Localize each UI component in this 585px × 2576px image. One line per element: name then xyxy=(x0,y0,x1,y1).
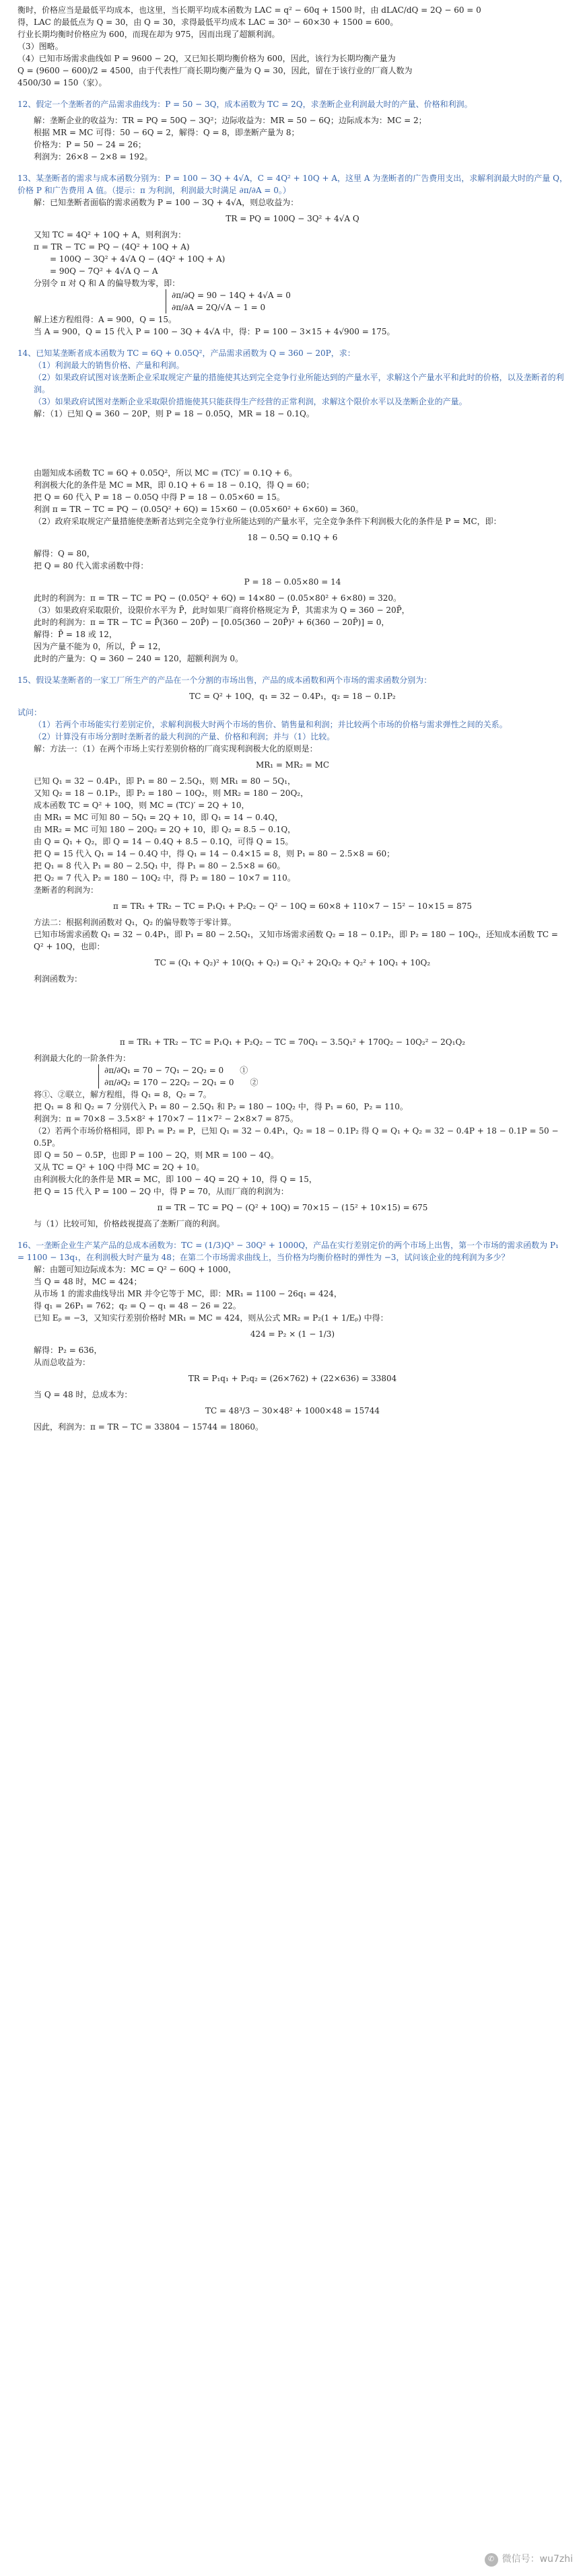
text-line: 把 Q = 15 代入 Q₁ = 14 − 0.4Q 中，得 Q₁ = 14 − 0.4×15 = 8，则 P₁ = 80 − 2.5×8 = 60； xyxy=(34,849,395,858)
equation: 424 = P₂ × (1 − 1/3) xyxy=(250,1329,335,1339)
text-line: （2）若两个市场价格相同，即 P₁ = P₂ = P，已知 Q₁ = 32 − 0.4P₁，Q₂ = 18 − 0.1P₂ 得 Q = Q₁ + Q₂ = 32 − 0.4P + 18 − 0.1P = 50 − 0.5P。 xyxy=(34,1126,559,1148)
sub-question: （1）利润最大的销售价格、产量和利润。 xyxy=(34,361,184,370)
text-line: 把 Q = 80 代入需求函数中得： xyxy=(34,561,149,571)
equation: 18 − 0.5Q = 0.1Q + 6 xyxy=(247,533,338,542)
text-line: 此时的利润为：π = TR − TC = P̄(360 − 20P̄) − [0.05(360 − 20P̄)² + 6(360 − 20P̄)] = 0， xyxy=(34,618,390,627)
text-line: （3）图略。 xyxy=(18,42,63,51)
text-line: 解得：Q = 80， xyxy=(34,549,95,558)
text-line: 解上述方程组得：A = 900，Q = 15。 xyxy=(34,315,177,324)
equation: TR = P₁q₁ + P₂q₂ = (26×762) + (22×636) = 33804 xyxy=(188,1374,397,1383)
equation-system xyxy=(98,1064,258,1089)
text-line: 得，LAC 的最低点为 Q = 30，由 Q = 30，求得最低平均成本 LAC = 30² − 60×30 + 1500 = 600。 xyxy=(18,17,399,27)
text-line: 由 Q = Q₁ + Q₂，即 Q = 14 − 0.4Q + 8.5 − 0.1Q，可得 Q = 15。 xyxy=(34,837,294,846)
question-14 xyxy=(18,347,567,665)
text-line: 利润 π = TR − TC = PQ − (0.05Q² + 6Q) = 15×60 − (0.05×60² + 6×60) = 360。 xyxy=(34,505,364,514)
text-line: 衡时，价格应当是最低平均成本，也这里，当长期平均成本函数为 LAC = q² − 60q + 1500 时，由 dLAC/dQ = 2Q − 60 = 0 xyxy=(18,5,481,15)
equation: π = TR − TC = PQ − (Q² + 10Q) = 70×15 − (15² + 10×15) = 675 xyxy=(157,1203,428,1212)
text-line: 即 Q = 50 − 0.5P，也即 P = 100 − 2Q，则 MR = 100 − 4Q。 xyxy=(34,1150,279,1160)
text-line: = 100Q − 3Q² + 4√A Q − (4Q² + 10Q + A) xyxy=(50,254,226,264)
text-line: = 90Q − 7Q² + 4√A Q − A xyxy=(50,266,158,276)
question-15 xyxy=(18,674,567,1230)
text-line: 利润为：π = 70×8 − 3.5×8² + 170×7 − 11×7² − 2×8×7 = 875。 xyxy=(34,1114,298,1124)
text-line: 4500/30 = 150（家）。 xyxy=(18,78,107,87)
watermark xyxy=(485,2552,573,2567)
text-line: 解：垄断企业的收益为：TR = PQ = 50Q − 3Q²；边际收益为：MR = 50 − 6Q；边际成本为：MC = 2； xyxy=(34,116,427,125)
sub-question: （2）计算没有市场分割时垄断者的最大利润的产量、价格和利润；并与（1）比较。 xyxy=(34,732,335,741)
question-title: 12、假定一个垄断者的产品需求曲线为：P = 50 − 3Q，成本函数为 TC = 2Q，求垄断企业利润最大时的产量、价格和利润。 xyxy=(18,100,473,109)
text-line: 成本函数 TC = Q² + 10Q，则 MC = (TC)′ = 2Q + 10， xyxy=(34,801,250,810)
equation: π = TR₁ + TR₂ − TC = P₁Q₁ + P₂Q₂ − TC = 70Q₁ − 3.5Q₁² + 170Q₂ − 10Q₂² − 2Q₁Q₂ xyxy=(119,1037,466,1047)
text-line: 解：方法一：（1）在两个市场上实行差别价格的厂商实现利润极大化的原则是： xyxy=(34,744,318,753)
text-line: 已知 Eₚ = −3，又知实行差别价格时 MR₁ = MC = 424，则从公式 MR₂ = P₂(1 + 1/Eₚ) 中得： xyxy=(34,1313,388,1323)
equation: ∂π/∂A = 2Q/√A − 1 = 0 xyxy=(172,303,266,312)
equation: P = 18 − 0.05×80 = 14 xyxy=(244,577,341,587)
text-line: 当 A = 900，Q = 15 代入 P = 100 − 3Q + 4√A 中，得：P = 100 − 3×15 + 4√900 = 175。 xyxy=(34,327,395,336)
text-line: 此时的利润为：π = TR − TC = PQ − (0.05Q² + 6Q) = 14×80 − (0.05×80² + 6×80) = 320。 xyxy=(34,593,402,603)
text-line: 根据 MR = MC 可得：50 − 6Q = 2，解得：Q = 8，即垄断产量为 8； xyxy=(34,128,300,137)
text-line: 把 Q₁ = 8 代入 P₁ = 80 − 2.5Q₁ 中，得 P₁ = 80 − 2.5×8 = 60。 xyxy=(34,861,285,871)
text-line: 解：由题可知边际成本为：MC = Q² − 60Q + 1000， xyxy=(34,1265,236,1274)
text-line: 分别令 π 对 Q 和 A 的偏导数为零，即： xyxy=(34,279,180,288)
text-line: 由利润极大化的条件是 MR = MC，即 100 − 4Q = 2Q + 10，得 Q = 15， xyxy=(34,1175,317,1184)
text-line: 解得：P̄ = 18 或 12， xyxy=(34,630,117,639)
text-line: 又知 Q₂ = 18 − 0.1P₂，即 P₂ = 180 − 10Q₂，则 MR₂ = 180 − 20Q₂， xyxy=(34,788,309,798)
watermark-text: 微信号：wu7zhi xyxy=(502,2554,573,2565)
text-line: （2）政府采取规定产量措施使垄断者达到完全竞争行业所能达到的产量水平，完全竞争条件下利润极大化的条件是 P = MC，即： xyxy=(34,517,502,526)
text-line: 把 Q₂ = 7 代入 P₂ = 180 − 10Q₂ 中，得 P₂ = 180 − 10×7 = 110。 xyxy=(34,873,296,883)
equation: TC = 48³/3 − 30×48² + 1000×48 = 15744 xyxy=(205,1406,380,1415)
text-line: Q = (9600 − 600)/2 = 4500，由于代表性厂商长期均衡产量为 Q = 30，因此，留在于该行业的厂商人数为 xyxy=(18,66,413,75)
question-title: 14、已知某垄断者成本函数为 TC = 6Q + 0.05Q²，产品需求函数为 Q = 360 − 20P，求： xyxy=(18,348,355,358)
text-line: 价格为：P = 50 − 24 = 26； xyxy=(34,140,146,149)
text-line: 已知市场需求函数 Q₁ = 32 − 0.4P₁，即 P₁ = 80 − 2.5Q₁，又知市场需求函数 Q₂ = 18 − 0.1P₂，即 P₂ = 180 − 10Q₂，还知成本函数 TC = Q² + 10Q，也即： xyxy=(34,930,558,951)
equation: ∂π/∂Q = 90 − 14Q + 4√A = 0 xyxy=(172,291,291,300)
text-line: （4）已知市场需求曲线如 P = 9600 − 2Q，又已知长期均衡价格为 600，因此，该行为长期均衡产量为 xyxy=(18,54,396,63)
text-line: 由 MR₁ = MC 可知 80 − 5Q₁ = 2Q + 10，即 Q₁ = 14 − 0.4Q， xyxy=(34,813,283,822)
text-line: 因此，利润为：π = TR − TC = 33804 − 15744 = 18060。 xyxy=(34,1422,264,1432)
text-line: 已知 Q₁ = 32 − 0.4P₁，即 P₁ = 80 − 2.5Q₁，则 MR₁ = 80 − 5Q₁， xyxy=(34,776,296,786)
question-12 xyxy=(18,98,567,163)
sub-question: 试问： xyxy=(18,708,42,717)
question-title: 15、假设某垄断者的一家工厂所生产的产品在一个分割的市场出售，产品的成本函数和两个市场的需求函数分别为： xyxy=(18,675,432,685)
text-line: 利润为：26×8 − 2×8 = 192。 xyxy=(34,152,153,161)
text-line: 把 Q = 15 代入 P = 100 − 2Q 中，得 P = 70，从而厂商的利润为： xyxy=(34,1187,289,1196)
equation: TR = PQ = 100Q − 3Q² + 4√A Q xyxy=(226,214,359,223)
wechat-icon: ✆ xyxy=(485,2553,498,2567)
equation: π = TR₁ + TR₂ − TC = P₁Q₁ + P₂Q₂ − Q² − 10Q = 60×8 + 110×7 − 15² − 10×15 = 875 xyxy=(113,901,472,911)
text-line: 从市场 1 的需求曲线导出 MR 并令它等于 MC，即：MR₁ = 1100 − 26q₁ = 424， xyxy=(34,1289,342,1298)
text-line: 方法二：根据利润函数对 Q₁，Q₂ 的偏导数等于零计算。 xyxy=(34,918,236,927)
text-line: 垄断者的利润为： xyxy=(34,885,99,895)
question-16 xyxy=(18,1239,567,1433)
top-section xyxy=(18,4,567,89)
equation: ∂π/∂Q₁ = 70 − 7Q₁ − 2Q₂ = 0 ① xyxy=(104,1066,248,1075)
question-title: 13、某垄断者的需求与成本函数分别为：P = 100 − 3Q + 4√A，C = 4Q² + 10Q + A，这里 A 为垄断者的广告费用支出，求解利润最大时的产量 Q，价格 P 和广告费用 A 值。（提示：π 为利润，利润最大时满足 ∂π/∂A = 0。） xyxy=(18,174,567,195)
text-line: 此时的产量为：Q = 360 − 240 = 120，超额利润为 0。 xyxy=(34,654,244,663)
text-line: 行业长期均衡时价格应为 600，而现在却为 975，因而出现了超额利润。 xyxy=(18,30,280,39)
text-line: 由 MR₂ = MC 可知 180 − 20Q₂ = 2Q + 10，即 Q₂ = 8.5 − 0.1Q， xyxy=(34,825,296,834)
text-line: 由题知成本函数 TC = 6Q + 0.05Q²，所以 MC = (TC)′ = 0.1Q + 6。 xyxy=(34,468,298,478)
question-title: 16、一垄断企业生产某产品的总成本函数为：TC = (1/3)Q³ − 30Q² + 1000Q，产品在实行差别定价的两个市场上出售，第一个市场的需求函数为 P₁ = 1100 − 13q₁，在利润极大时产量为 48；在第二个市场需求曲线上，当价格为均衡价格时的弹性为 −3，试问该企业的纯利润为多少？ xyxy=(18,1241,559,1262)
text-line: 当 Q = 48 时，总成本为： xyxy=(34,1390,133,1399)
question-13 xyxy=(18,172,567,338)
text-line: 利润函数为： xyxy=(34,974,83,984)
equation-system xyxy=(166,289,291,314)
text-line: 因为产量不能为 0，所以，P̄ = 12， xyxy=(34,642,166,651)
text-line: 利润极大化的条件是 MC = MR，即 0.1Q + 6 = 18 − 0.1Q，得 Q = 60； xyxy=(34,480,314,490)
text-line: （3）如果政府采取限价，设限价水平为 P̄，此时如果厂商将价格规定为 P̄，其需求为 Q = 360 − 20P̄， xyxy=(34,605,410,615)
sub-question: （1）若两个市场能实行差别定价，求解利润极大时两个市场的售价、销售量和利润；并比较两个市场的价格与需求弹性之间的关系。 xyxy=(34,720,508,729)
text-line: 解得：P₂ = 636， xyxy=(34,1346,102,1355)
text-line: 利润最大化的一阶条件为： xyxy=(34,1054,131,1063)
text-line: π = TR − TC = PQ − (4Q² + 10Q + A) xyxy=(34,242,190,252)
text-line: 把 Q = 60 代入 P = 18 − 0.05Q 中得 P = 18 − 0.05×60 = 15。 xyxy=(34,492,285,502)
text-line: 解：已知垄断者面临的需求函数为 P = 100 − 3Q + 4√A，则总收益为： xyxy=(34,198,299,207)
sub-question: （3）如果政府试图对垄断企业采取限价措施使其只能获得生产经营的正常利润，求解这个限价水平以及垄断企业的产量。 xyxy=(34,397,467,406)
text-line: 与（1）比较可知，价格歧视提高了垄断厂商的利润。 xyxy=(34,1219,225,1228)
text-line: 从而总收益为： xyxy=(34,1358,91,1367)
text-line: 当 Q = 48 时，MC = 424； xyxy=(34,1277,142,1286)
equation: TC = Q² + 10Q，q₁ = 32 − 0.4P₁，q₂ = 18 − 0.1P₂ xyxy=(189,692,396,701)
text-line: 得 q₁ = 26P₁ = 762；q₂ = Q − q₁ = 48 − 26 = 22。 xyxy=(34,1301,241,1311)
equation: ∂π/∂Q₂ = 170 − 22Q₂ − 2Q₁ = 0 ② xyxy=(104,1078,259,1087)
text-line: 又知 TC = 4Q² + 10Q + A，则利润为： xyxy=(34,230,186,240)
equation: TC = (Q₁ + Q₂)² + 10(Q₁ + Q₂) = Q₁² + 2Q₁Q₂ + Q₂² + 10Q₁ + 10Q₂ xyxy=(154,958,431,967)
text-line: 又从 TC = Q² + 10Q 中得 MC = 2Q + 10。 xyxy=(34,1163,205,1172)
text-line: 解：（1）已知 Q = 360 − 20P，则 P = 18 − 0.05Q，MR = 18 − 0.1Q。 xyxy=(34,409,314,418)
text-line: 将①、②联立，解方程组，得 Q₁ = 8，Q₂ = 7。 xyxy=(34,1090,211,1099)
text-line: 把 Q₁ = 8 和 Q₂ = 7 分别代入 P₁ = 80 − 2.5Q₁ 和 P₂ = 180 − 10Q₂ 中，得 P₁ = 60，P₂ = 110。 xyxy=(34,1102,408,1111)
sub-question: （2）如果政府试图对该垄断企业采取规定产量的措施使其达到完全竞争行业所能达到的产量水平，求解这个产量水平和此时的价格，以及垄断者的利润。 xyxy=(34,373,564,394)
equation: MR₁ = MR₂ = MC xyxy=(255,760,330,770)
